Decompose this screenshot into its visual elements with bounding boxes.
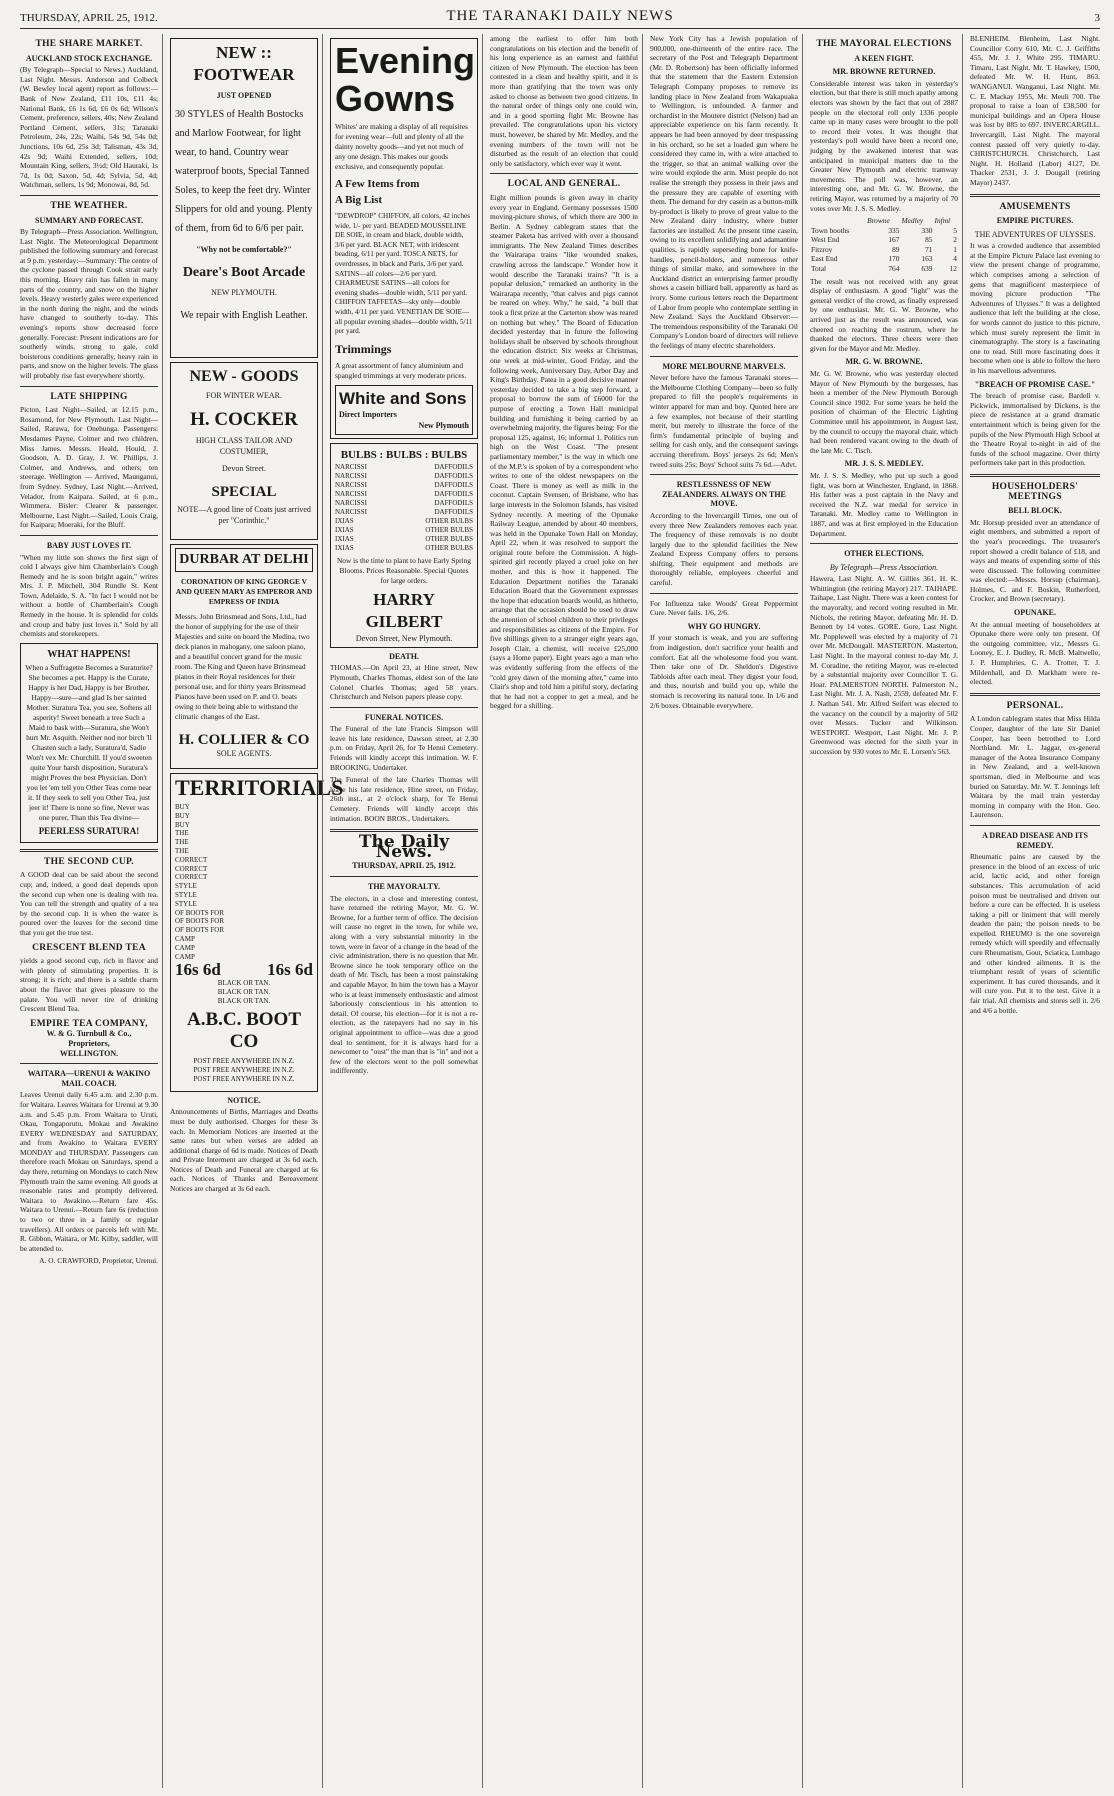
gilbert-ad (330, 443, 478, 648)
medley-heading: MR. J. S. S. MEDLEY. (844, 459, 924, 469)
poll-cell: 2 (953, 235, 957, 245)
poll-cell: 639 (921, 264, 933, 274)
poll-cell: 170 (888, 254, 900, 264)
poll-cell: 4 (953, 254, 957, 264)
personal-text: A London cablegram states that Miss Hilda Cooper, daughter of the late Sir Daniel Cooper, has been betrothed to Lord Northland. Mr. L. Jaggar, ex-general manager of the Aotea Insurance Company in New Zealand, and a well-known sportsman, died in Melbourne and was buried on Saturday. Mr. W. T. Jennings left Waitara by the mail train yesterday morning in company with the Hon. Geo. Laurenson. (970, 714, 1100, 820)
browne-heading: MR. G. W. BROWNE. (845, 357, 923, 367)
territorials-line: BUY (175, 820, 190, 829)
divider (20, 195, 158, 196)
browne-returned-subheading: MR. BROWNE RETURNED. (832, 67, 936, 77)
post-free-line: POST FREE ANYWHERE IN N.Z. (193, 1066, 295, 1075)
footwear-quote: "Why not be comfortable?" (196, 245, 292, 254)
white-sons-sub: Direct Importers (339, 409, 397, 419)
territorials-line: STYLE (175, 899, 197, 908)
poll-cell: Total (811, 264, 827, 274)
bulb-right-item: DAFFODILS (434, 471, 473, 480)
amusements-heading: AMUSEMENTS (999, 201, 1071, 212)
cocker-trade: HIGH CLASS TAILOR AND COSTUMIER, (195, 436, 293, 456)
breach-text: The breach of promise case, Bardell v. Pickwick, immortalised by Dickens, is the piece de resistance at a grand dramatic entertainment which is being given for the pupils of the New Plymouth High School at the Theatre Royal to-night in aid of the funds of the school magazine. Over thirty performers take part in this production. (970, 391, 1100, 468)
baby-heading: BABY JUST LOVES IT. (46, 540, 132, 550)
special-text: NOTE—A good line of Coats just arrived per "Corinthic." (177, 505, 311, 525)
opunake-heading: OPUNAKE. (1014, 608, 1056, 618)
deare-location: NEW PLYMOUTH. (211, 288, 277, 297)
second-cup-text: A GOOD deal can be said about the second cup; and, indeed, a good deal depends upon the second cup when one is dealing with tea. You can tell the strength and quality of a tea by the second cup. It is when the water is poured over the leaves for the second time that you get the true test. (20, 870, 158, 937)
abc-boot-ad (170, 773, 344, 1092)
mayoral-elections-heading: THE MAYORAL ELECTIONS (816, 39, 952, 49)
poll-cell: 89 (892, 244, 900, 254)
daily-news-title: The Daily News. (358, 832, 450, 862)
bulb-right-item: DAFFODILS (434, 489, 473, 498)
poll-cell: 167 (888, 235, 900, 245)
divider (330, 876, 478, 877)
local-general-text: Eight million pounds is given away in charity every year in England. Germany possesses 1500 moving-picture shows, of which there are 300 in Berlin. A Sydney cablegram states that the steamer Paketa has arrived with over a thousand immigrants. The New Zealand Times describes the Wairarapa trains "like wounded snakes, crawling across the landscape." Wonder how it would describe the Taranaki trains? "It is a popular delusion," remarked an authority in the Wairarapa recently, "that calves and pigs cannot be reared on whey. Why," he said, "a bull that took a first prize at the Carterton show was reared on nothing but whey." The Board of Education decided yesterday that in future the following holidays shall be observed by schools throughout the education district: Six weeks at Christmas, one week at mid-winter, Good Friday, and the following week, Anniversary Day, Arbor Day and King's Birthday. Patea in a good decisive manner yesterday decided to take a big step forward, a proposal to borrow the sum of £6000 for the purpose of erecting a Town Hall municipal building and furnishing it being carried by an overwhelming majority, the figures being: For the proposal 125, against, 16; informal 1. Politics run high on the West Coast. "The present parliamentary member," is the way in which one of the M.P.'s is spoken of by a correspondent who writes to one of the oldest newspapers on the Coast. There is money as well as milk in the coconut. Captain Svensen, of Brisbane, who has large interests in the Solomon Islands, has visited Sydney recently. A meeting of the Opunake Railway League, attended by about 40 members, was held in the Opunake Town Hall on Monday, April 22, when it was resolved to support the original route before the Commission. A high-spirited girl recently played a cruel joke on her mother, and this is how it happened. The Education Department notifies the Taranaki Education Board that the Government expresses the hope that education boards would, as hitherto, arrange that the occasion should be used to draw the attention of school children to their privileges and responsibilities as citizens of the Empire. For five shillings given to a stranger eight years ago, Joseph Clair, a chemist, will receive £25,000 (says a Home paper). Eight years ago a man who was evidently suffering from the effects of the "cold grey dawn of the morning after," came into Clair's shop and told him a pitiful story, declaring that he had not a copper to get a meal, and he begged for a shilling. (490, 192, 638, 711)
white-sons-box (335, 385, 473, 435)
election-text: Considerable interest was taken in yesterday's election, but that there is still much apathy among electors was shown by the fact that out of 2887 people on the electoral roll only 1336 people came up in many cases were brought to the poll to record their votes. It was thought that yesterday's poll would have been a record one, judging by the awakened interest that was anticipated in municipal matters due to the Greater New Plymouth and electric tramway movements. The poll was, however, an interesting one, and Mr. G. W. Browne, the retiring Mayor, was returned by a majority of 70 votes over Mr. J. S. S. Medley. (810, 78, 958, 213)
other-elections-sub: By Telegraph—Press Association. (829, 562, 939, 572)
bell-block-heading: BELL BLOCK. (1008, 506, 1062, 516)
bulb-left-item: NARCISSI (335, 498, 367, 507)
bulb-right-item: DAFFODILS (434, 498, 473, 507)
bulbs-table (335, 463, 473, 553)
poll-row (810, 245, 958, 255)
column-5 (650, 34, 798, 1788)
bulb-left-item: IXIAS (335, 534, 354, 543)
harry-gilbert-address: Devon Street, New Plymouth. (355, 633, 453, 643)
empire-pictures-heading: EMPIRE PICTURES. (996, 216, 1074, 226)
local-continued: New York City has a Jewish population of 900,000, one-thirteenth of the entire race. The secretary of the Post and Telegraph Department (Mr. D. Robertson) has been officially informed that the statement that the Eastern Extension Telegraph Company proposes to remove its landing place in New Zealand from Wakapuaka to Wellington, is unfounded. A farmer and orchardist in the Moutere district (Nelson) had an appreciable experience on his farm recently. It appears he had been annoyed by deer trespassing in his orchard, so he set a loaded gun where he considered they came in, with a wire attached to the trigger, so that an animal walking over the wire would explode the arm. Most people do not realise the strength they possess in their jaws and the pressure they are capable of exerting with them. The demand for dry casein as a button-milk by-product is likely to prove of great value to the New Zealand dairy industry, where butter factories are installed. At the present time casein, owing to its excellent solidifying and adamantine qualities, is rapidly superseding bone for knife-handles, pencil-holders, and numerous other things of similar make, and somewhere in the Auckland district an enterprising farmer proudly shows a casein billiard ball, apparently as hard as ivory. Some curious letters reach the Department of Labor from people who contemplate settling in New Zealand. Says the Auckland Observer:—The tremendous responsibility of the Taranaki Oil Company's London board of directors will relieve the feelings of many electric shareholders. (650, 34, 798, 350)
post-free-line: POST FREE ANYWHERE IN N.Z. (193, 1057, 295, 1066)
death-heading: DEATH. (389, 651, 419, 661)
cocker-location: Devon Street. (222, 464, 266, 473)
householders-heading: HOUSEHOLDERS' MEETINGS (991, 481, 1079, 502)
column-3 (330, 34, 478, 1788)
divider (20, 386, 158, 387)
poll-header-cell: Medley (901, 216, 924, 226)
bulb-right-item: DAFFODILS (434, 480, 473, 489)
other-elections-heading: OTHER ELECTIONS. (844, 549, 924, 559)
weather-heading: THE WEATHER. (50, 200, 128, 211)
hungry-text: If your stomach is weak, and you are suffering from indigestion, don't sacrifice your health and comfort. Eat all the wholesome food you want. Then take one of Dr. Sheldon's Digestive Tabloids after each meal. They digest your food, and thus, nourish and build you up, while the stomach is recovering its natural tone. In 1/6 and 2/6 boxes. Obtainable everywhere. (650, 633, 798, 710)
tan-lines (175, 979, 313, 1005)
empire-tea-name: EMPIRE TEA COMPANY, (30, 1018, 148, 1029)
poll-header-cell (810, 216, 866, 226)
suratura-verse: When a Suffragette Becomes a Suraturite? She becomes a pet. Happy is the Curate, Happy is her Dad, Happy is her Brother, Happy—sure—and glad Is her sainted Mother. Suratura Tea, you see, Softens all asperity! Sweet beneath a tree Such a Maid to bask with—Suratura, she Won't hurt Mr. Asquith. Neither nod nor birch 'll Chasten such a lady, Suratura'd, Sadie Won't vex Mr. Churchill. If you'd sweeten quite Your harsh disposition, Suratura's might Proves the best Physician. Don't you let 'em tell you Other Teas come near it. If they seek to sell you Other Tea, just jeer it! There is none so fine, Never was one purer, Than this Tea divine— (25, 662, 153, 822)
white-sons-name: White and Sons (339, 388, 467, 408)
bulbs-heading: BULBS : BULBS : BULBS (340, 448, 468, 461)
divider (810, 543, 958, 544)
poll-cell: 85 (925, 235, 933, 245)
divider (20, 1063, 158, 1064)
empire-tea-owner: W. & G. Turnbull & Co., (46, 1029, 132, 1039)
empire-pictures-text: It was a crowded audience that assembled at the Empire Picture Palace last evening to view the present change of programme, which comprises among a selection of gems that magnificent masterpiece of moving picture production "The Adventures of Ulysses." It was a delighted audience that left the building at the close, for words cannot do justice to this picture, which must surely represent the limit in cinematography. The story is a fascinating one to read. Still more fascinating does it become when one is able to follow the hero in his marvellous adventures. (970, 241, 1100, 375)
restlessness-text: According to the Invercargill Times, one out of every three New Zealanders removes each year. The frequency of these removals is no doubt largely due to the splendid facilities the New Zealand Express Company offers to persons shifting. Their equipment and methods are thoroughly reliable, employees cheerful and careful. (650, 510, 798, 588)
mayoralty-text: The electors, in a close and interesting contest, have returned the retiring Mayor, Mr. G. W. Browne, for a further term of office. The decision will cause no regret in the town, for while we, along with a very substantial minority in the town, were in favor of a change in the head of the civic administration, there is no question that Mr. Browne since he took temporary office on the death of Mr. Tisch, has been a most painstaking and capable Mayor. In him the town has a Mayor who is at least immensely enthusiastic and almost laboriously conscientious in his attention to detail. Of course, his election—for it is not a re-election, as the ratepayers had no say in his original appointment to office—was due a good deal to sentiment, for it is always hard for a newcomer to "oust" the man that is "in" and not a few of the electors went to the poll somewhat indifferently. (330, 893, 478, 1076)
divider (650, 474, 798, 475)
trimmings-heading: Trimmings (335, 341, 392, 356)
personal-heading: PERSONAL. (1006, 700, 1064, 711)
share-market-text: (By Telegraph—Special to News.) Auckland, Last Night. Messrs. Anderson and Colbeck (W. Bewley local agent) report as follows:—Bank of New Zealand, £11 10s, £11 4s; National Bank, £6 1s 6d, £6 0s 6d; Wilson's Cement, preference, sellers, 40s; New Zealand Portland Cement, sellers, 31s; Taranaki Petroleum, 24s, 22s; Waihi, 54s 9d, 54s 0d; Junctions, 10s 6d, 25s 3d; Talisman, 43s 3d, 42s 9d; Waihi Extended, sellers, 10d; Mountain King, sellers, 3½d; Old Hauraki, 1s 7d, 1s 0d; Saxon, 5d, 4d; Sylvia, 5d, 4d; Watchman, sellers, 1s 9d; Monowai, 8d, 5d. (20, 65, 158, 190)
durbar-text: Messrs. John Brinsmead and Sons, Ltd., had the honor of supplying for the use of their Majesties and suite on board the Medina, two deck pianos in mahogany, one saloon piano, and a beautiful concert grand for the music room. The King and Queen have Brinsmead pianos in their Royal residences for their personal use, and for thirty years Brinsmead Pianos have been used on P. and O. boats owing to their being able to withstand the climatic changes of the East. (175, 612, 310, 721)
divider (330, 707, 478, 708)
divider (970, 693, 1100, 696)
share-market-subheading: AUCKLAND STOCK EXCHANGE. (25, 53, 153, 63)
divider (20, 535, 158, 536)
election-text-2: The result was not received with any great display of enthusiasm. A good "light" was the general verdict of the crowd, as finally expressed by one enthusiast. Mr. G. W. Browne, who arrived just as the result was announced, was cheered on reaching the rostrum, where he thanked the electors. Three cheers were then given for the Mayor and Mr. Medley. (810, 276, 958, 353)
restlessness-heading: RESTLESSNESS OF NEW ZEALANDERS. ALWAYS ON THE MOVE. (662, 480, 786, 509)
crescent-text: yields a good second cup, rich in flavor and with plenty of stimulating properties. It is strong; it is rich; and there is a subtle charm about the flavor that gives pleasure to the palate. You will never tire of drinking Crescent Blend Tea. (20, 956, 158, 1014)
dread-disease-heading: A DREAD DISEASE AND ITS REMEDY. (982, 830, 1088, 850)
bulb-left-item: IXIAS (335, 525, 354, 534)
melbourne-text: Never before have the famous Taranaki stores—the Melbourne Clothing Company—been so fully prepared to fill the people's requirements in winter apparel for man and boy. Quoted here are a few examples, not because of their startling merit, but merely to illustrate the force of the firm's fundamental principle of buying and selling for cash only, and the consequent savings accruing therefrom. Boys' jerseys 2s 6d; Men's tweed suits 25s; Boys' School suits 7s 6d.—Advt. (650, 373, 798, 469)
poll-header-row (810, 216, 958, 226)
daily-news-date: THURSDAY, APRIL 25, 1912. (352, 861, 456, 871)
poll-header-cell: Infml (934, 216, 951, 226)
poll-cell: 163 (921, 254, 933, 264)
bulbs-left (335, 463, 367, 553)
territorials-line: THE (175, 829, 189, 838)
durbar-subheading: CORONATION OF KING GEORGE V AND QUEEN MARY AS EMPEROR AND EMPRESS OF INDIA (175, 577, 313, 606)
territorials-line: OF BOOTS FOR (175, 908, 225, 917)
second-cup-heading: THE SECOND CUP. (44, 856, 134, 867)
weather-text: By Telegraph—Press Association. Wellington, Last Night. The Meteorological Department published the following summary and forecast at 9 p.m. yesterday:—Summary: The centre of the cyclone passed through Cook strait early this morning. Heavy rain has fallen in many parts of the country, and snow on the higher levels. Heavy westerly gales were experienced in the north during the night, and the winds have changed to southerly to-day. This evening's reports show decreased force generally. Forecast: Present indications are for southerly winds, strong to gale, cold boisterous conditions generally, heavy rain in parts, and snow on the higher levels. The glass will probably rise fast everywhere shortly. (20, 227, 158, 380)
white-sons-ad (330, 38, 478, 439)
melbourne-heading: MORE MELBOURNE MARVELS. (662, 361, 786, 371)
abc-name: A.B.C. BOOT CO (186, 1009, 302, 1053)
mayoralty-heading: THE MAYORALTY. (367, 882, 441, 891)
territorials-line: CORRECT (175, 873, 208, 882)
poll-cell: 71 (925, 244, 933, 254)
empire-tea-city: WELLINGTON. (59, 1048, 119, 1058)
territorials-line: THE (175, 838, 189, 847)
territorials-line: CORRECT (175, 864, 208, 873)
territorials-line: CAMP (175, 952, 195, 961)
post-lines (175, 1057, 313, 1083)
coach-signature: A. O. CRAWFORD, Proprietor, Urenui. (39, 1256, 158, 1266)
breach-heading: "BREACH OF PROMISE CASE." (974, 379, 1096, 389)
territorials-line: THE (175, 846, 189, 855)
collier-sub: SOLE AGENTS. (216, 749, 272, 758)
poll-cell: 1 (953, 244, 957, 254)
new-goods-heading: NEW - GOODS (189, 368, 299, 385)
divider (970, 194, 1100, 197)
evening-text: Whites' are making a display of all requisites for evening wear—full and plenty of all the dainty novelty goods—and yet not much of any one design. This makes our goods exclusive, and consequently popular. (335, 122, 468, 171)
page-number: 3 (1094, 12, 1100, 24)
price-row (175, 960, 313, 980)
post-free-line: POST FREE ANYWHERE IN N.Z. (193, 1074, 295, 1083)
keen-fight-subheading: A KEEN FIGHT. (854, 53, 914, 63)
notice-heading: NOTICE. (227, 1095, 261, 1105)
opunake-text: At the annual meeting of householders at Opunake there were only ten present. Of the outgoing committee, viz., Messrs G. Looney, E. J. Dudley, R. McB. Maltwelle, J. P. Humphries, C. A. Trotter, T. J. Mildenhall, and D. Markham were re-elected. (970, 619, 1100, 687)
evening-word: Evening (335, 40, 476, 81)
bulb-right-item: OTHER BULBS (425, 516, 473, 525)
poll-cell: Fitzroy (811, 244, 833, 254)
column-1 (20, 34, 158, 1788)
territorials-line: OF BOOTS FOR (175, 926, 225, 935)
bulb-left-item: IXIAS (335, 516, 354, 525)
other-elections-text: Hawera, Last Night. A. W. Gillies 361, H. K. Whittington (the retiring Mayor) 217. TAIHAPE. Taihape, Last Night. There was a keen contest for the mayoralty, and record voting resulted in Mr. Nichols, the retiring Mayor, defeating Mr. H. D. Bennett by 14 votes. GORE. Gore, Last Night. Mr. Popplewell was elected by a majority of 71 over Mr. McDougall. MASTERTON. Masterton, Last Night. In the mayoral contest to-day Mr. J. M. Coradine, the retiring Mayor, was re-elected by a substantial majority over Councillor T. G. Hoar. PALMERSTON NORTH. Palmerston N., Last Night. Mr. J. A. Nash, 2559, defeated Mr. F. J. Nathan 541. Mr. Alfred Seifert was elected to the vacancy on the council by a majority of 502 over Messrs. Tucker and Wilkinson. WESTPORT. Westport, Last Night. Mr. J. P. Greenwood was elected for the sixth year in succession by 930 votes to Mr. E. Lorsen's 563. (810, 574, 958, 756)
bulb-left-item: NARCISSI (335, 480, 367, 489)
death-text: THOMAS.—On April 23, at Hine street, New Plymouth, Charles Thomas, eldest son of the late Colonel Charles Thomas; aged 58 years. Christchurch and Nelson papers please copy. (330, 663, 478, 702)
divider (970, 474, 1100, 477)
suratura-tagline: PEERLESS SURATURA! (38, 825, 140, 836)
column-6 (810, 34, 958, 1788)
newspaper-title: THE TARANAKI DAILY NEWS (446, 8, 674, 24)
divider (490, 173, 638, 174)
footwear-text: 30 STYLES of Health Bostocks and Marlow Footwear, for light wear, to hand. Country wear waterproof boots, Special Tanned Soles, to keep the feet dry. Winter Slippers for old and young. Plenty of them, from 6d to 6/6 per pair. (175, 109, 313, 234)
territorials-line: BUY (175, 811, 190, 820)
suratura-ad (20, 643, 158, 843)
poll-row (810, 264, 958, 274)
territorials-line: STYLE (175, 882, 197, 891)
bulb-left-item: NARCISSI (335, 507, 367, 516)
durbar-heading: DURBAR AT DELHI (175, 548, 313, 572)
trimmings-text: A great assortment of fancy aluminium and spangled trimmings at very moderate prices. (335, 360, 467, 380)
bulb-left-item: NARCISSI (335, 462, 367, 471)
price-left: 16s 6d (175, 960, 221, 980)
divider (20, 849, 158, 852)
bulb-left-item: IXIAS (335, 543, 354, 552)
coach-text: Leaves Urenui daily 6.45 a.m. and 2.30 p.m. for Waitara. Leaves Waitara for Urenui at 9.30 a.m. and 5.45 p.m. From Waitara to Uruti, Okau, Tongaporutu, Mokau and Awakino EVERY WEDNESDAY and SATURDAY, and from Awakino to Waitara EVERY MONDAY and THURSDAY. Passengers can therefore reach Mokau on Saturdays, spend a day there, returning on Mondays to catch New Plymouth train the same evening. All goods at reasonable rates and promptly delivered. Waitara to Awakino.—Return fare 45s. Waitara to Urenui.—Return fare 6s (reduction to two or three in a family or regular travellers). All orders or parcels left with Mr. R. Gibbon, Waitara, or Mr. Kilby, saddler, will be attended to. (20, 1090, 158, 1253)
tan-line: BLACK OR TAN. (217, 996, 271, 1005)
hungry-heading: WHY GO HUNGRY. (687, 621, 761, 631)
poll-row (810, 226, 958, 236)
price-right: 16s 6d (267, 960, 313, 980)
poll-cell: Town booths (811, 225, 850, 235)
footwear-ad (170, 38, 318, 358)
divider (970, 825, 1100, 826)
territorials-line: BUY (175, 803, 190, 811)
shipping-text: Picton, Last Night—Sailed, at 12.15 p.m., Rosamond, for New Plymouth. Last Night—Sailed, Rarawa, for Onehunga. Passengers: Mesdames Payne, Colmer and two children, Miss James. Messrs. Heald, Hould, J. Goodson, A. D. Gray, J. W. Phillips, J. Colmer, and Andrews, and others; ten steerage. Wellington — Arrived, Maunganui, from Sydney. Sydney, Last Night.—Arrived, Velador, from Kaipara. Sailed, at 6 p.m., Wimmera. Bisler: Clearer & passenger. Melbourne, Last Night.—Sailed, Louis Craig, for Kaipara; Moeraki, for the Bluff. (20, 405, 158, 530)
territorials-line: OF BOOTS FOR (175, 917, 225, 926)
harry-gilbert-name: HARRY GILBERT (365, 589, 443, 631)
funeral-notice-1: The Funeral of the late Francis Simpson will leave his late residence, Dawson street, at 2.30 p.m. on Friday, April 26, for Te Henui Cemetery. Friends will kindly accept this intimation. W. F. BROOKING, Undertaker. (330, 724, 478, 772)
tan-line: BLACK OR TAN. (217, 978, 271, 987)
tan-line: BLACK OR TAN. (217, 987, 271, 996)
share-market-heading: THE SHARE MARKET. (35, 39, 143, 49)
suratura-heading: WHAT HAPPENS! (47, 648, 131, 660)
bell-block-text: Mr. Horsup presided over an attendance of eight members, and submitted a report of the year's proceedings. The treasurer's report showed a credit balance of £18, and ways and means of expending some of this were discussed. The following committee was elected:—Messrs. Horsup (chairman), Holmes, C. and F. Boskin, Rutherford, Crocker, and Brown (secretary). (970, 517, 1100, 604)
bulb-left-item: NARCISSI (335, 489, 367, 498)
white-sons-location: New Plymouth (418, 420, 469, 430)
poll-cell: West End (811, 235, 840, 245)
footwear-subheading: JUST OPENED (216, 91, 272, 100)
local-general-heading: LOCAL AND GENERAL. (507, 179, 621, 190)
bulbs-footer: Now is the time to plant to have Early Spring Blooms. Prices Reasonable. Special Quotes for large orders. (336, 555, 472, 585)
shipping-heading: LATE SHIPPING (50, 391, 128, 402)
baby-text: "When my little son shows the first sign of cold I always give him Chamberlain's Cough Remedy and he is soon bright again," writes Mrs. J. P. Mitchell, 304 Rundle St. Kent Town, Adelaide, S. A. "In fact I would not be without a bottle of Chamberlain's Cough Remedy in the house. It is splendid for colds and croup and baby just loves it." Sold by all chemists and storekeepers. (20, 552, 158, 639)
medley-text: Mr. J. S. S. Medley, who put up such a good fight, was born at Winchester, England, in 1868. His father was a post captain in the Navy and received the N.Z. war medal for service in Taranaki. Mr. Medley came to Wellington in 1887, and was at first employed in the Education Department. (810, 470, 958, 538)
header-date: THURSDAY, APRIL 25, 1912. (20, 12, 158, 24)
big-list-heading: A Big List (335, 194, 383, 206)
territorials-line: STYLE (175, 890, 197, 899)
bulb-right-item: OTHER BULBS (425, 534, 473, 543)
gowns-word: Gowns (335, 78, 456, 119)
crescent-heading: CRESCENT BLEND TEA (32, 942, 146, 953)
collier-ad (170, 544, 318, 769)
funeral-notice-2: The Funeral of the late Charles Thomas will leave his late residence, Hine street, on Friday, 26th inst., at 2 o'clock sharp, for Te Henui Cemetery. Friends will kindly accept this intimation. BOON BROS., Undertakers. (330, 775, 478, 823)
weather-subheading: SUMMARY AND FORECAST. (35, 215, 143, 225)
bulbs-right (425, 463, 473, 553)
territorials-lines (175, 803, 313, 961)
new-goods-sub: FOR WINTER WEAR. (206, 391, 282, 400)
poll-header-cell: Browne (867, 216, 890, 226)
poll-cell: East End (811, 254, 838, 264)
bulb-right-item: DAFFODILS (434, 507, 473, 516)
bulb-right-item: OTHER BULBS (425, 543, 473, 552)
poll-cell: 335 (888, 225, 900, 235)
poll-row (810, 254, 958, 264)
territorials-line: CORRECT (175, 855, 208, 864)
dread-disease-text: Rheumatic pains are caused by the presence in the blood of an excess of uric acid, lactic acid, and other foreign substances. This accumulation of acid poison must be neutralised and driven out before a cure can be effected. It is useless taking a pill or liniment that will merely deaden the pain; the poison needs to be expelled. RHEUMO is the one sovereign remedy which will speedily and effectually cure Rheumatism, Gout, Sciatica, Lumbago and other kindred ailments. It is the triumphant result of years of scientific experiment. It has cured thousands, and it will cure you. Put it to the test. Give it a fair trial. All chemists and stores sell it. 2/6 and 4/6 a bottle. (970, 852, 1100, 1015)
poll-row (810, 235, 958, 245)
poll-cell: 12 (949, 264, 957, 274)
column-2 (170, 34, 344, 1788)
ulysses-subheading: THE ADVENTURES OF ULYSSES. (974, 229, 1096, 239)
coach-heading: WAITARA—URENUI & WAKINO MAIL COACH. (27, 1069, 151, 1088)
bulb-right-item: OTHER BULBS (425, 525, 473, 534)
territorials-line: CAMP (175, 943, 195, 952)
poll-cell: 5 (953, 225, 957, 235)
cocker-ad (170, 362, 318, 540)
divider (650, 356, 798, 357)
bulb-left-item: NARCISSI (335, 471, 367, 480)
deare-repair: We repair with English Leather. (180, 310, 308, 321)
deare-name: Deare's Boot Arcade (182, 265, 306, 280)
footwear-heading: NEW :: FOOTWEAR (193, 43, 295, 84)
cocker-name: H. COCKER (190, 409, 298, 430)
collier-name: H. COLLIER & CO (178, 732, 310, 748)
poll-cell: 764 (888, 264, 900, 274)
territorials-line: CAMP (175, 934, 195, 943)
browne-text: Mr. G. W. Browne, who was yesterday elected Mayor of New Plymouth by the burgesses, has been a member of the New Plymouth Borough Council since 1902. For some years he held the position of chairman of the Electric Lighting Committee until his appointment, in August last, by the council to occupy the mayoral chair, which had been rendered vacant owing to the death of the late Mr. C. Tisch. (810, 369, 958, 455)
territorials-heading: TERRITORIALS (175, 775, 344, 800)
notice-text: Announcements of Births, Marriages and Deaths must be duly authorised. Charges for these 3s each. In Memoriam Notices are inserted at the same rates but when verses are added an additional charge of 6d is made. Notices of Death and Private Interment are charged at 3s 6d each. Notices of Death and Funeral are charged at 6s each. Notices of Thanks and Bereavement Notices are charged at 3s 6d each. (170, 1107, 318, 1194)
poll-cell: 330 (921, 225, 933, 235)
elections-continued: BLENHEIM. Blenheim, Last Night. Councillor Corry 610, Mr. C. J. Griffiths 455, Mr. J. J. White 295. TIMARU. Timaru, Last Night. Mr. T. Hawkey, 1500, defeated Mr. W. H. Hunt, 863. WANGANUI. Wanganui, Last Night. Mr. C. E. Mackay 1955, Mr. Meuli 700. The proposal to raise a loan of £38,500 for municipal buildings and an Opera House was lost by 885 to 697. INVERCARGILL. Invercargill, Last Night. The mayoral contest passed off very quietly to-day. CHRISTCHURCH. Christchurch, Last Night. H. Holland (Labor) 4127, Dr. Thacker 2531, J. J. Dougall (retiring Mayor) 2437. (970, 34, 1100, 187)
masthead (20, 6, 1100, 29)
special-heading: SPECIAL (211, 484, 277, 500)
poll-table (810, 216, 958, 274)
items-list: "DEWDROP" CHIFFON, all colors, 42 inches wide, 1/- per yard. BEADED MOUSSELINE DE SOIE, in cream and black, double width, 3/6 per yard. BLACK NET, with iridescent beading, 6/11 per yard. TOSCA NETS, for overdresses, in black and Paris, 3/6 per yard. SATINS—all colors—2/6 per yard. CHARMEUSE SATINS—all colors for evening shades—double width, 5/11 per yard. CHIFFON TAFFETAS—sky only—double width, 4/11 per yard. VENETIAN DE SOIE—all popular evening shades—double width, 5/11 per yard. (335, 212, 473, 336)
bulb-right-item: DAFFODILS (434, 462, 473, 471)
mayoralty-continued: among the earliest to offer him both congratulations on his election and the benefit of his long experience as an earnest and faithful citizen of New Plymouth. The election has been contested in a clean and healthy spirit, and it is more than gratifying that the town was only asked to choose as between two good citizens. In the natural order of things only one could win, and in a good sporting fight Mr. Browne has prevailed. The congratulations upon his victory must, however, be shared by Mr. Medley, and the evening numbers of the town will not be disturbed as the result of an election that could only be satisfactory, which ever way it went. (490, 34, 638, 168)
funeral-heading: FUNERAL NOTICES. (364, 712, 444, 722)
few-items-heading: A Few Items from (335, 178, 420, 190)
column-4 (490, 34, 638, 1788)
empire-tea-role: Proprietors, (68, 1038, 110, 1048)
influenza-ad: For Influenza take Woods' Great Peppermint Cure. Never fails. 1/6, 2/6. (650, 598, 798, 618)
divider (650, 593, 798, 594)
column-7 (970, 34, 1100, 1788)
